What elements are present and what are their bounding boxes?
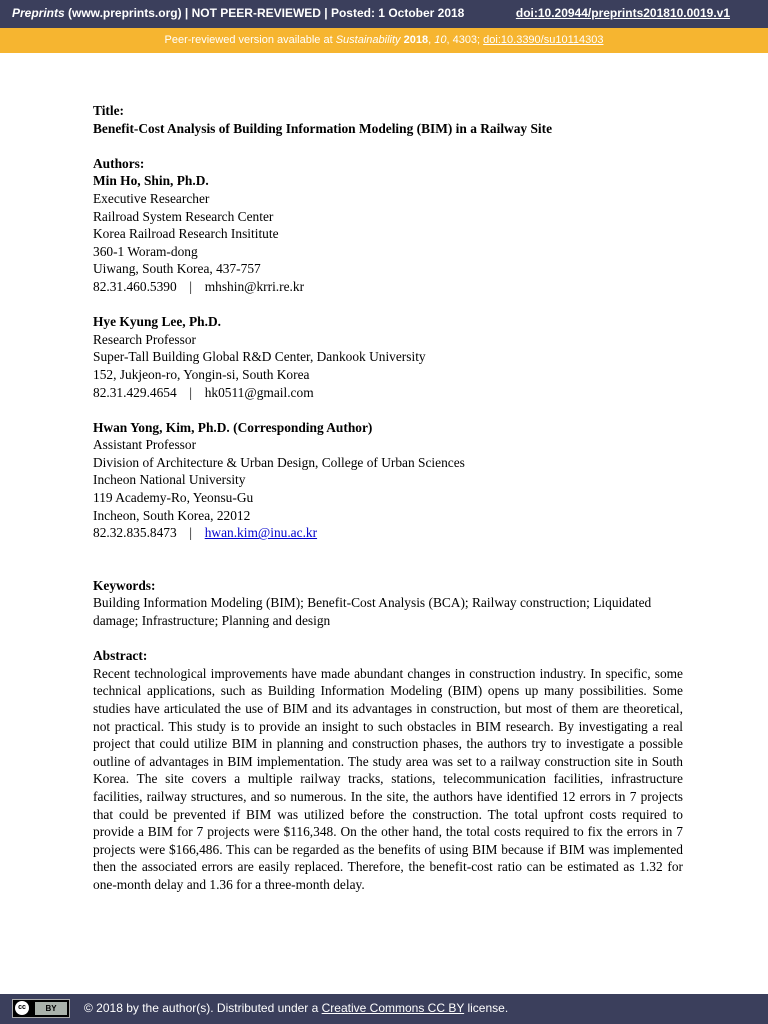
contact-separator: | — [189, 525, 193, 541]
author-line: Uiwang, South Korea, 437-757 — [93, 261, 261, 277]
by-label: BY — [35, 1002, 67, 1015]
notice-journal: Sustainability — [335, 34, 401, 46]
cc-by-badge-icon[interactable] — [12, 999, 70, 1018]
license-footer-bar — [0, 994, 768, 1024]
header-doi-link[interactable]: doi:10.20944/preprints201810.0019.v1 — [515, 6, 730, 20]
abstract-text: Recent technological improvements have made abundant changes in construction industry. In specific, some technical applications, such as Building Information Modeling (BIM) opens up many possibilities. Some studies have articulated the use of BIM and its advantages in construction, but most of them are theoretical, not practical. This study is to provide an insight to such obstacles in BIM research. By investigating a real project that could utilize BIM in planning and construction phases, the authors try to investigate a possible outline of advantages in BIM implementation. The study area was set to a railway construction site in South Korea. The site covers a multiple railway tracks, stations, telecommunication facilities, infrastructure facilities, railway structures, and so numerous. In the site, the authors have identified 12 errors in 7 projects that could be prevented if BIM was utilized before the construction. The total upfront costs required to provide a BIM for 7 projects were $116,348. On the other hand, the total costs required to fix the errors in 7 projects were $166,486. This can be regarded as the benefits of using BIM because if BIM was implemented then the associated errors are easily replaced. Therefore, the benefit-cost ratio can be estimated as 1.32 for one-month delay and 1.36 for a three-month delay. — [93, 665, 683, 892]
author-line: 152, Jukjeon-ro, Yongin-si, South Korea — [93, 366, 310, 382]
notice-pages: , 4303; — [446, 34, 484, 46]
license-text — [84, 1001, 508, 1015]
title-label: Title: — [93, 103, 124, 118]
author-name: Hye Kyung Lee, Ph.D. — [93, 314, 221, 330]
header-posted-info: (www.preprints.org) | NOT PEER-REVIEWED | Posted: 1 October 2018 — [64, 6, 465, 20]
authors-label: Authors: — [93, 155, 145, 171]
author-phone: 82.31.460.5390 — [93, 278, 177, 294]
author-line: Super-Tall Building Global R&D Center, Dankook University — [93, 349, 426, 365]
license-suffix: license. — [464, 1001, 509, 1015]
author-block — [93, 313, 683, 401]
author-contact — [93, 524, 683, 542]
author-email: hk0511@gmail.com — [204, 384, 314, 400]
paper-title: Benefit-Cost Analysis of Building Information Modeling (BIM) in a Railway Site — [93, 120, 553, 136]
author-line: 360-1 Woram-dong — [93, 243, 198, 259]
author-line: Research Professor — [93, 331, 196, 347]
author-line: Incheon National University — [93, 472, 246, 488]
author-block — [93, 419, 683, 542]
copyright-text: © 2018 by the author(s). Distributed under a — [84, 1001, 322, 1015]
author-line: Incheon, South Korea, 22012 — [93, 507, 251, 523]
notice-volume: 10 — [434, 34, 447, 46]
author-block — [93, 172, 683, 295]
author-phone: 82.31.429.4654 — [93, 384, 177, 400]
author-line: Executive Researcher — [93, 190, 210, 206]
notice-year: 2018 — [403, 34, 429, 46]
author-contact — [93, 384, 683, 402]
keywords-label: Keywords: — [93, 577, 156, 593]
author-line: Railroad System Research Center — [93, 208, 274, 224]
corresponding-email-link[interactable]: hwan.kim@inu.ac.kr — [204, 525, 318, 541]
cc-circle-icon: cc — [15, 1001, 29, 1015]
paper-content — [93, 102, 683, 894]
author-contact — [93, 278, 683, 296]
keywords-text: Building Information Modeling (BIM); Benefit-Cost Analysis (BCA); Railway construction; Liquidated damage; Infrastructure; Planning and design — [93, 595, 652, 629]
author-line: Division of Architecture & Urban Design, College of Urban Sciences — [93, 454, 465, 470]
author-phone: 82.32.835.8473 — [93, 525, 177, 541]
license-link[interactable]: Creative Commons CC BY — [321, 1001, 465, 1015]
author-name: Min Ho, Shin, Ph.D. — [93, 173, 209, 189]
author-name: Hwan Yong, Kim, Ph.D. (Corresponding Author) — [93, 419, 373, 435]
abstract-label: Abstract: — [93, 648, 148, 664]
notice-doi-link[interactable]: doi:10.3390/su10114303 — [483, 34, 604, 46]
preprints-header-bar — [0, 0, 768, 28]
peer-reviewed-notice: Peer-reviewed version available at Sustainability 2018, 10, 4303; doi:10.3390/su10114303 — [0, 28, 768, 53]
author-line: Korea Railroad Research Insititute — [93, 226, 279, 242]
author-line: Assistant Professor — [93, 437, 197, 453]
notice-prefix: Peer-reviewed version available at — [164, 34, 336, 46]
author-line: 119 Academy-Ro, Yeonsu-Gu — [93, 490, 254, 506]
preprints-brand[interactable]: Preprints — [12, 6, 65, 20]
header-info — [12, 6, 464, 20]
contact-separator: | — [189, 384, 193, 400]
contact-separator: | — [189, 278, 193, 294]
author-email: mhshin@krri.re.kr — [204, 278, 305, 294]
